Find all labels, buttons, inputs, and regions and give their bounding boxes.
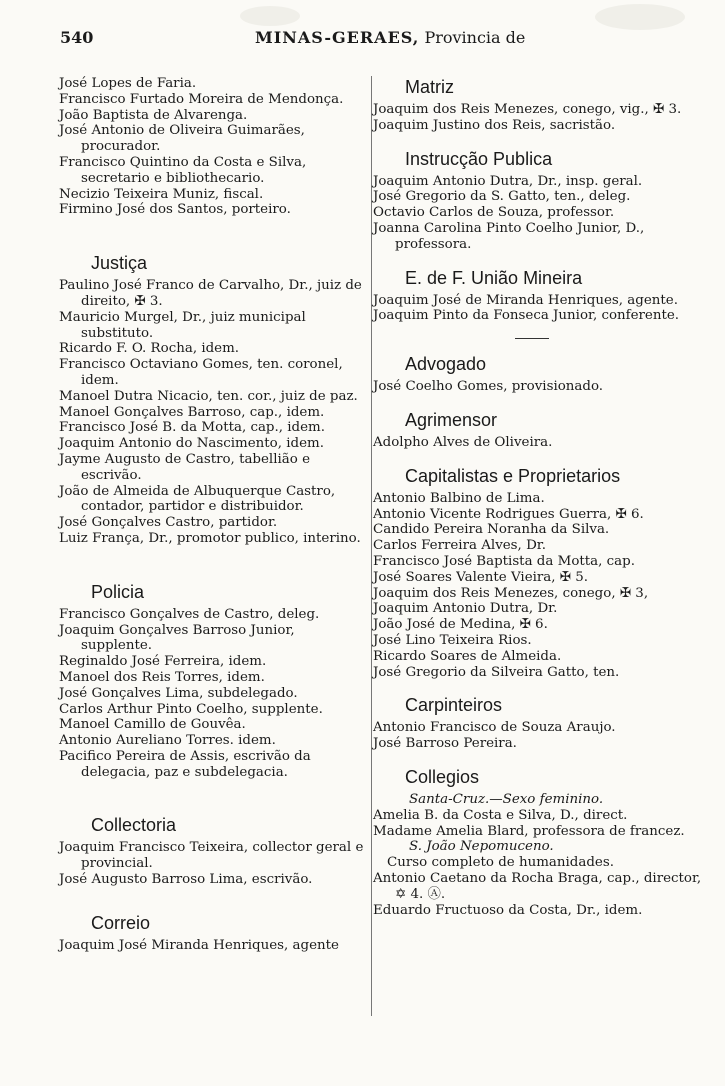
list-item: João Baptista de Alvarenga.: [59, 107, 248, 123]
list-item: Antonio Francisco de Souza Araujo.: [373, 720, 616, 736]
collegio-sao-joao: S. João Nepomuceno.: [409, 839, 554, 855]
list-item: Carlos Arthur Pinto Coelho, supplente.: [59, 701, 323, 717]
list-item: Manoel dos Reis Torres, idem.: [59, 669, 265, 685]
list-item: Francisco José B. da Motta, cap., idem.: [59, 420, 326, 436]
list-item: Joaquim Francisco Teixeira, collector geral e provincial.: [59, 840, 364, 872]
correio-list: [59, 938, 369, 954]
section-title-justica: Justiça: [91, 253, 148, 274]
running-title: [255, 28, 525, 47]
camara-list: [59, 76, 369, 218]
list-item: Francisco Octaviano Gomes, ten. coronel, idem.: [59, 357, 343, 388]
section-title-carpinteiros: Carpinteiros: [405, 695, 503, 716]
list-item: Francisco Furtado Moreira de Mendonça.: [59, 91, 344, 107]
list-item: Pacifico Pereira de Assis, escrivão da delegacia, paz e subdelegacia.: [59, 748, 311, 780]
list-item: Adolpho Alves de Oliveira.: [373, 434, 553, 450]
list-item: Carlos Ferreira Alves, Dr.: [373, 538, 546, 554]
page-header: [60, 28, 720, 52]
list-item: Joaquim Antonio do Nascimento, idem.: [59, 436, 324, 452]
justica-list: [59, 278, 369, 547]
list-item: Manoel Dutra Nicacio, ten. cor., juiz de paz.: [59, 388, 358, 404]
list-item: José Gonçalves Lima, subdelegado.: [59, 685, 298, 701]
section-title-instrucao: Instrucção Publica: [405, 148, 553, 169]
page-number: 540: [60, 28, 94, 47]
list-item: Reginaldo José Ferreira, idem.: [59, 654, 267, 670]
list-item: Jayme Augusto de Castro, tabellião e escrivão.: [59, 451, 311, 483]
list-item: Firmino José dos Santos, porteiro.: [59, 202, 291, 218]
list-item: Octavio Carlos de Souza, professor.: [373, 205, 615, 221]
section-title-collectoria: Collectoria: [91, 815, 177, 836]
carpinteiros-list: [373, 720, 708, 752]
section-title-policia: Policia: [91, 581, 145, 602]
paper-stain: [595, 4, 685, 30]
list-item: Joaquim dos Reis Menezes, conego, ✠ 3,: [373, 585, 649, 601]
list-item: João de Almeida de Albuquerque Castro, contador, partidor e distribuidor.: [59, 483, 336, 515]
list-item: Francisco Quintino da Costa e Silva, secretario e bibliothecario.: [59, 154, 307, 186]
collegio1-list: [373, 808, 708, 840]
paper-stain: [240, 6, 300, 26]
list-item: Joaquim Antonio Dutra, Dr.: [373, 601, 558, 617]
list-item: José Gregorio da S. Gatto, ten., deleg.: [373, 189, 631, 205]
advogado-list: [373, 379, 708, 395]
efuniao-list: [373, 293, 708, 325]
list-item: Joaquim Pinto da Fonseca Junior, conferente.: [373, 308, 680, 324]
collectoria-list: [59, 840, 369, 887]
list-item: Ricardo Soares de Almeida.: [373, 648, 562, 664]
section-rule: [515, 338, 549, 339]
list-item: Francisco José Baptista da Motta, cap.: [373, 553, 635, 569]
list-item: José Lopes de Faria.: [59, 76, 197, 91]
list-item: Eduardo Fructuoso da Costa, Dr., idem.: [373, 902, 643, 918]
left-column: [59, 76, 369, 954]
section-title-correio: Correio: [91, 912, 151, 933]
list-item: Joaquim José Miranda Henriques, agente: [59, 937, 339, 953]
section-title-matriz: Matriz: [405, 77, 454, 97]
section-title-advogado: Advogado: [405, 354, 487, 375]
section-title-agrimensor: Agrimensor: [405, 409, 498, 430]
list-item: Manoel Gonçalves Barroso, cap., idem.: [59, 404, 325, 420]
section-title-efuniao: E. de F. União Mineira: [405, 267, 583, 288]
agrimensor-list: [373, 435, 708, 451]
province-label: Provincia de: [424, 28, 526, 47]
list-item: Joaquim Justino dos Reis, sacristão.: [373, 117, 616, 133]
collegio-description: Curso completo de humanidades.: [387, 855, 614, 871]
list-item: José Antonio de Oliveira Guimarães, procurador.: [59, 123, 305, 155]
list-item: Francisco Gonçalves de Castro, deleg.: [59, 606, 320, 622]
list-item: Candido Pereira Noranha da Silva.: [373, 522, 610, 538]
list-item: José Augusto Barroso Lima, escrivão.: [59, 872, 313, 888]
list-item: Mauricio Murgel, Dr., juiz municipal substituto.: [59, 309, 306, 341]
list-item: Antonio Vicente Rodrigues Guerra, ✠ 6.: [373, 506, 644, 522]
province-name: MINAS-GERAES,: [255, 28, 420, 47]
collegio-santa-cruz: Santa-Cruz.—Sexo feminino.: [409, 791, 604, 807]
right-column: [373, 76, 708, 918]
column-divider: [371, 76, 372, 1016]
list-item: Antonio Caetano da Rocha Braga, cap., director, ✡ 4. Ⓐ.: [373, 870, 702, 902]
list-item: Amelia B. da Costa e Silva, D., direct.: [373, 807, 628, 823]
instrucao-list: [373, 174, 708, 253]
list-item: Luiz França, Dr., promotor publico, interino.: [59, 530, 361, 546]
list-item: Necizio Teixeira Muniz, fiscal.: [59, 186, 264, 202]
policia-list: [59, 607, 369, 781]
list-item: José Gonçalves Castro, partidor.: [59, 515, 278, 531]
list-item: José Gregorio da Silveira Gatto, ten.: [373, 664, 620, 680]
list-item: José Soares Valente Vieira, ✠ 5.: [373, 569, 589, 585]
list-item: Joaquim Antonio Dutra, Dr., insp. geral.: [373, 173, 643, 189]
list-item: Paulino José Franco de Carvalho, Dr., juiz de direito, ✠ 3.: [59, 278, 362, 309]
section-title-collegios: Collegios: [405, 766, 480, 787]
capitalistas-list: [373, 491, 708, 681]
list-item: Joanna Carolina Pinto Coelho Junior, D., professora.: [373, 220, 645, 252]
list-item: Antonio Balbino de Lima.: [373, 490, 545, 506]
list-item: Manoel Camillo de Gouvêa.: [59, 717, 246, 733]
matriz-list: [373, 102, 708, 134]
list-item: Joaquim dos Reis Menezes, conego, vig., ✠ 3.: [373, 102, 682, 117]
collegio2-list: [373, 871, 708, 918]
list-item: Madame Amelia Blard, professora de francez.: [373, 823, 685, 839]
list-item: José Barroso Pereira.: [373, 736, 517, 752]
list-item: Joaquim José de Miranda Henriques, agente.: [373, 292, 678, 308]
list-item: José Lino Teixeira Rios.: [373, 632, 532, 648]
list-item: Antonio Aureliano Torres. idem.: [59, 733, 276, 749]
list-item: Joaquim Gonçalves Barroso Junior, supplente.: [59, 622, 295, 654]
list-item: João José de Medina, ✠ 6.: [373, 617, 548, 633]
list-item: Ricardo F. O. Rocha, idem.: [59, 341, 240, 357]
list-item: José Coelho Gomes, provisionado.: [373, 379, 604, 395]
section-title-capitalistas: Capitalistas e Proprietarios: [405, 465, 621, 486]
